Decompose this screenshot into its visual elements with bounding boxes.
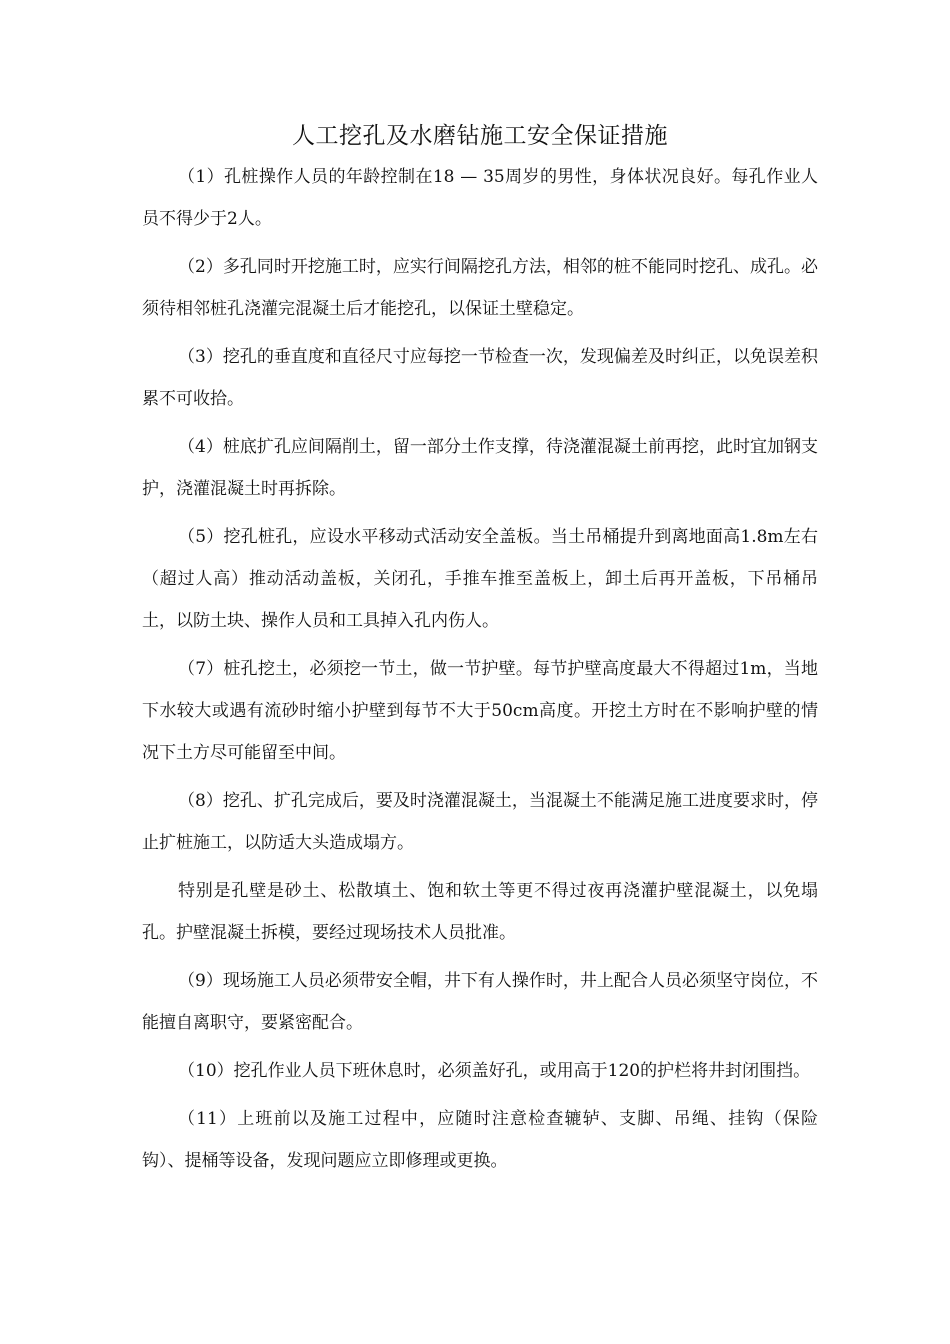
paragraph-3: （3）挖孔的垂直度和直径尺寸应每挖一节检查一次，发现偏差及时纠正，以免误差积累不可收拾。: [142, 347, 818, 409]
paragraph-5: （5）挖孔桩孔，应设水平移动式活动安全盖板。当土吊桶提升到离地面高1.8m左右（超过人高）推动活动盖板，关闭孔，手推车推至盖板上，卸土后再开盖板，下吊桶吊土，以防土块、操作人员和工具掉入孔内伤人。: [142, 527, 818, 631]
paragraph-8: （8）挖孔、扩孔完成后，要及时浇灌混凝土，当混凝土不能满足施工进度要求时，停止扩桩施工，以防适大头造成塌方。: [142, 791, 818, 853]
paragraph-7: （7）桩孔挖土，必须挖一节土，做一节护壁。每节护壁高度最大不得超过1m，当地下水较大或遇有流砂时缩小护壁到每节不大于50cm高度。开挖土方时在不影响护壁的情况下土方尽可能留至中间。: [142, 659, 818, 763]
paragraph-9: （9）现场施工人员必须带安全帽，井下有人操作时，井上配合人员必须坚守岗位，不能擅自离职守，要紧密配合。: [142, 971, 818, 1033]
document-title: 人工挖孔及水磨钻施工安全保证措施: [292, 123, 668, 149]
paragraph-2: （2）多孔同时开挖施工时，应实行间隔挖孔方法，相邻的桩不能同时挖孔、成孔。必须待相邻桩孔浇灌完混凝土后才能挖孔，以保证土壁稳定。: [142, 257, 818, 319]
paragraph-8-note: 特别是孔壁是砂土、松散填土、饱和软土等更不得过夜再浇灌护壁混凝土，以免塌孔。护壁混凝土拆模，要经过现场技术人员批准。: [142, 881, 818, 943]
paragraph-11: （11）上班前以及施工过程中，应随时注意检查辘轳、支脚、吊绳、挂钩（保险钩）、提桶等设备，发现问题应立即修理或更换。: [142, 1109, 818, 1171]
paragraph-4: （4）桩底扩孔应间隔削土，留一部分土作支撑，待浇灌混凝土前再挖，此时宜加钢支护，浇灌混凝土时再拆除。: [142, 437, 818, 499]
paragraph-1: （1）孔桩操作人员的年龄控制在18 — 35周岁的男性，身体状况良好。每孔作业人员不得少于2人。: [142, 167, 818, 229]
paragraph-10: （10）挖孔作业人员下班休息时，必须盖好孔，或用高于120的护栏将井封闭围挡。: [178, 1061, 811, 1081]
